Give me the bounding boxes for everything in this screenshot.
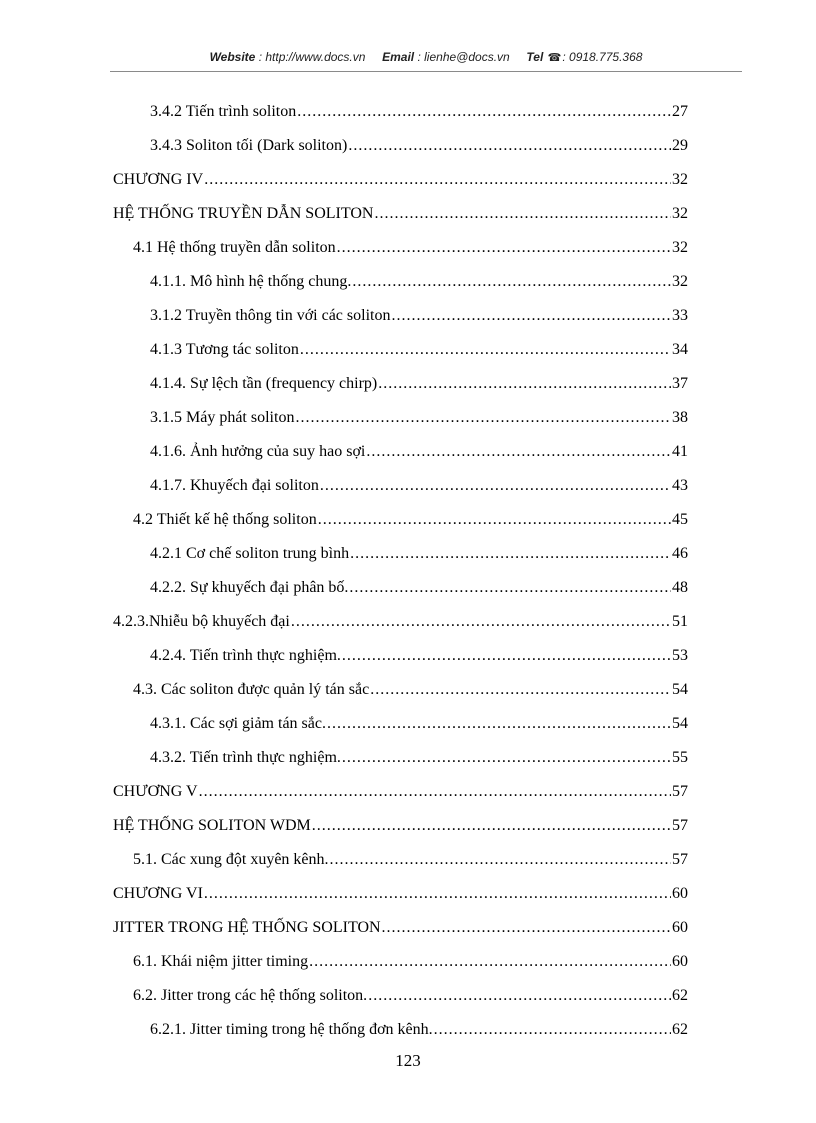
toc-entry-page: 53 <box>672 647 688 664</box>
dot-leader <box>297 102 671 122</box>
dot-leader <box>350 544 671 564</box>
toc-entry-page: 62 <box>672 1021 688 1038</box>
toc-entry-title: 3.4.3 Soliton tối (Dark soliton) <box>150 137 348 154</box>
toc-entry-page: 34 <box>672 341 688 358</box>
toc-entry-title: 4.3.1. Các sợi giảm tán sắc. <box>150 715 326 732</box>
dot-leader <box>327 714 671 734</box>
toc-entry[interactable] <box>113 870 688 904</box>
toc-entry-title: 3.4.2 Tiến trình soliton <box>150 103 297 120</box>
website-label: Website <box>209 50 256 64</box>
dot-leader <box>291 612 671 632</box>
toc-entry-title: 4.3.2. Tiến trình thực nghiệm. <box>150 749 341 766</box>
toc-entry-title: 4.2.3.Nhiễu bộ khuyếch đại <box>113 613 290 630</box>
toc-entry-title: 4.1.7. Khuyếch đại soliton <box>150 477 319 494</box>
toc-entry-title: CHƯƠNG V <box>113 783 198 800</box>
toc-entry[interactable] <box>150 700 688 734</box>
dot-leader <box>300 340 671 360</box>
toc-entry[interactable] <box>150 632 688 666</box>
dot-leader <box>378 374 671 394</box>
toc-entry-title: 4.1 Hệ thống truyền dẫn soliton <box>133 239 336 256</box>
toc-entry-page: 32 <box>672 171 688 188</box>
tel-value: 0918.775.368 <box>569 50 643 64</box>
toc-entry-title: 4.2.4. Tiến trình thực nghiệm. <box>150 647 341 664</box>
dot-leader <box>342 748 671 768</box>
toc-entry-title: 5.1. Các xung đột xuyên kênh. <box>133 851 329 868</box>
toc-entry[interactable] <box>150 462 688 496</box>
email-value: lienhe@docs.vn <box>424 50 510 64</box>
toc-entry-title: 6.2.1. Jitter timing trong hệ thống đơn kênh. <box>150 1021 433 1038</box>
toc-entry[interactable] <box>150 1006 688 1040</box>
dot-leader <box>374 204 671 224</box>
toc-entry-page: 54 <box>672 681 688 698</box>
dot-leader <box>320 476 671 496</box>
dot-leader <box>295 408 671 428</box>
toc-entry[interactable] <box>113 190 688 224</box>
toc-entry[interactable] <box>133 224 688 258</box>
dot-leader <box>348 136 671 156</box>
dot-leader <box>342 646 671 666</box>
toc-entry[interactable] <box>113 904 688 938</box>
dot-leader <box>370 680 671 700</box>
toc-entry[interactable] <box>150 360 688 394</box>
toc-entry-title: 4.1.3 Tương tác soliton <box>150 341 299 358</box>
toc-entry-page: 62 <box>672 987 688 1004</box>
toc-entry-page: 54 <box>672 715 688 732</box>
dot-leader <box>204 884 671 904</box>
toc-entry-page: 46 <box>672 545 688 562</box>
dot-leader <box>199 782 671 802</box>
tel-label: Tel <box>526 50 544 64</box>
toc-entry[interactable] <box>150 122 688 156</box>
toc-entry[interactable] <box>150 292 688 326</box>
phone-icon: ☎ <box>547 52 562 64</box>
toc-entry-page: 41 <box>672 443 688 460</box>
toc-entry[interactable] <box>113 802 688 836</box>
toc-entry[interactable] <box>133 938 688 972</box>
toc-entry-title: 4.2.1 Cơ chế soliton trung bình <box>150 545 350 562</box>
dot-leader <box>309 952 671 972</box>
dot-leader <box>382 918 671 938</box>
toc-entry-page: 43 <box>672 477 688 494</box>
toc-entry[interactable] <box>150 734 688 768</box>
dot-leader <box>391 306 671 326</box>
toc-entry-page: 32 <box>672 273 688 290</box>
page-number: 123 <box>395 1051 421 1070</box>
toc-entry[interactable] <box>113 156 688 190</box>
toc-entry[interactable] <box>150 88 688 122</box>
toc-entry-title: 4.3. Các soliton được quản lý tán sắc <box>133 681 370 698</box>
dot-leader <box>434 1020 671 1040</box>
email-label: Email <box>382 50 415 64</box>
toc-entry-page: 51 <box>672 613 688 630</box>
toc-entry[interactable] <box>133 496 688 530</box>
dot-leader <box>312 816 671 836</box>
toc-entry-page: 57 <box>672 783 688 800</box>
dot-leader <box>352 272 671 292</box>
toc-entry-page: 60 <box>672 885 688 902</box>
toc-entry-page: 57 <box>672 851 688 868</box>
toc-entry-page: 60 <box>672 919 688 936</box>
toc-entry[interactable] <box>150 564 688 598</box>
website-value: http://www.docs.vn <box>265 50 366 64</box>
dot-leader <box>368 986 671 1006</box>
toc-entry-title: 4.2.2. Sự khuyếch đại phân bố. <box>150 579 349 596</box>
toc-entry-title: 4.1.6. Ảnh hưởng của suy hao sợi <box>150 443 366 460</box>
toc-entry[interactable] <box>150 428 688 462</box>
toc-entry-page: 37 <box>672 375 688 392</box>
toc-entry-page: 32 <box>672 205 688 222</box>
toc-entry[interactable] <box>133 972 688 1006</box>
dot-leader <box>318 510 671 530</box>
toc-entry-page: 29 <box>672 137 688 154</box>
toc-entry-page: 55 <box>672 749 688 766</box>
toc-entry-page: 27 <box>672 103 688 120</box>
toc-entry-page: 45 <box>672 511 688 528</box>
toc-entry-title: 4.1.4. Sự lệch tần (frequency chirp) <box>150 375 378 392</box>
dot-leader <box>349 578 671 598</box>
toc-entry-page: 57 <box>672 817 688 834</box>
toc-entry-title: HỆ THỐNG SOLITON WDM <box>113 817 311 834</box>
page-header: Website : http://www.docs.vn Email : lienhe@docs.vn Tel ☎: 0918.775.368 <box>110 50 742 72</box>
dot-leader <box>337 238 671 258</box>
toc-entry[interactable] <box>150 530 688 564</box>
toc-entry[interactable] <box>133 666 688 700</box>
toc-entry-title: HỆ THỐNG TRUYỀN DẪN SOLITON <box>113 205 374 222</box>
toc-entry[interactable] <box>113 768 688 802</box>
toc-entry[interactable] <box>113 598 688 632</box>
toc-entry-title: 6.1. Khái niệm jitter timing <box>133 953 309 970</box>
toc-entry-title: 6.2. Jitter trong các hệ thống soliton. <box>133 987 368 1004</box>
toc-entry-page: 60 <box>672 953 688 970</box>
toc-entry[interactable] <box>133 836 688 870</box>
toc-entry-title: 4.2 Thiết kế hệ thống soliton <box>133 511 317 528</box>
toc-entry-title: 3.1.2 Truyền thông tin với các soliton <box>150 307 391 324</box>
dot-leader <box>366 442 671 462</box>
toc-entry-page: 38 <box>672 409 688 426</box>
toc-entry[interactable] <box>150 394 688 428</box>
toc-entry-title: 3.1.5 Máy phát soliton <box>150 409 295 426</box>
dot-leader <box>330 850 671 870</box>
toc-entry-page: 48 <box>672 579 688 596</box>
toc-entry[interactable] <box>150 326 688 360</box>
toc-entry-title: CHƯƠNG IV <box>113 171 204 188</box>
toc-entry-title: CHƯƠNG VI <box>113 885 203 902</box>
toc-entry-title: 4.1.1. Mô hình hệ thống chung. <box>150 273 352 290</box>
toc-entry-page: 32 <box>672 239 688 256</box>
toc-entry-page: 33 <box>672 307 688 324</box>
dot-leader <box>204 170 671 190</box>
toc-entry-title: JITTER TRONG HỆ THỐNG SOLITON <box>113 919 381 936</box>
toc-entry[interactable] <box>150 258 688 292</box>
